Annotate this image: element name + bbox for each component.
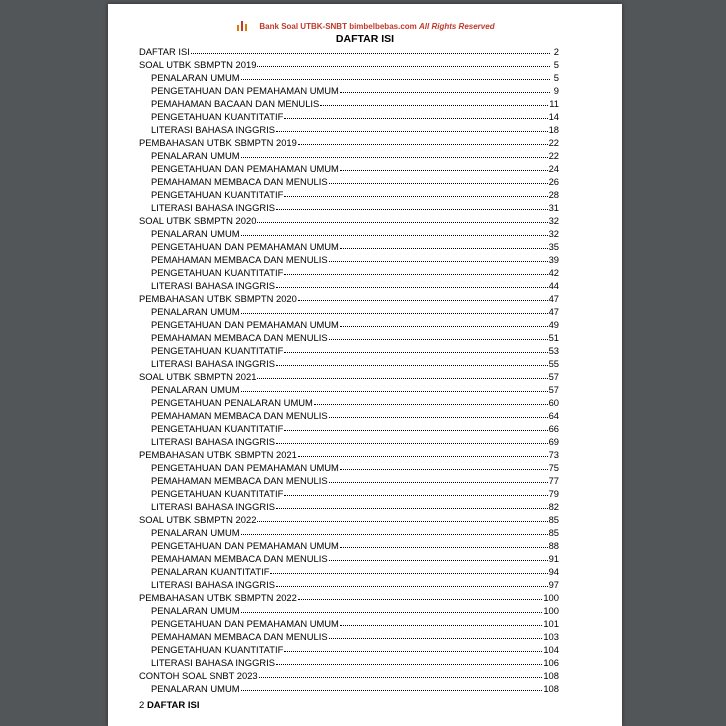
toc-entry-page: 85: [548, 514, 559, 525]
toc-entry-label: PENGETAHUAN KUANTITATIF: [151, 267, 284, 278]
dot-leader: [329, 408, 548, 418]
dot-leader: [259, 668, 543, 678]
toc-entry-page: 85: [548, 527, 559, 538]
toc-entry-page: 88: [548, 540, 559, 551]
dot-leader: [241, 226, 548, 236]
dot-leader: [329, 551, 548, 561]
toc-entry-label: PEMAHAMAN MEMBACA DAN MENULIS: [151, 332, 328, 343]
toc-entry-label: LITERASI BAHASA INGGRIS: [151, 501, 275, 512]
footer-section: DAFTAR ISI: [146, 700, 200, 711]
toc-entry-page: 47: [548, 293, 559, 304]
dot-leader: [276, 499, 548, 509]
dot-leader: [340, 317, 548, 327]
toc-entry-label: PEMBAHASAN UTBK SBMPTN 2022: [139, 592, 297, 603]
toc-entry-page: 49: [548, 319, 559, 330]
toc-entry-label: PENALARAN UMUM: [151, 150, 240, 161]
toc-entry-label: PENGETAHUAN KUANTITATIF: [151, 488, 284, 499]
toc-entry-page: 31: [548, 202, 559, 213]
dot-leader: [340, 616, 542, 626]
toc-entry-page: 91: [548, 553, 559, 564]
dot-leader: [241, 525, 548, 535]
toc-entry-page: 53: [548, 345, 559, 356]
toc-entry-page: 44: [548, 280, 559, 291]
toc-entry-label: DAFTAR ISI: [139, 46, 190, 57]
dot-leader: [276, 434, 548, 444]
toc-entry-page: 100: [543, 605, 559, 616]
toc-entry-page: 77: [548, 475, 559, 486]
dot-leader: [276, 577, 548, 587]
rights-text: All Rights Reserved: [419, 21, 495, 31]
dot-leader: [329, 330, 548, 340]
toc-entry-label: PEMAHAMAN MEMBACA DAN MENULIS: [151, 631, 328, 642]
toc-entry-page: 28: [548, 189, 559, 200]
dot-leader: [241, 603, 543, 613]
dot-leader: [276, 655, 542, 665]
toc-entry-label: PENALARAN UMUM: [151, 72, 240, 83]
toc-entry-label: LITERASI BAHASA INGGRIS: [151, 358, 275, 369]
toc-entry-label: PENGETAHUAN PENALARAN UMUM: [151, 397, 313, 408]
page-footer: [139, 700, 200, 711]
header-text: Bank Soal UTBK-SNBT bimbelbebas.com All Rights Reserved: [259, 21, 495, 31]
dot-leader: [284, 486, 547, 496]
toc-entry-page: 51: [548, 332, 559, 343]
toc-entry-label: PENALARAN KUANTITATIF: [151, 566, 270, 577]
dot-leader: [340, 538, 548, 548]
dot-leader: [284, 265, 547, 275]
toc-entry-page: 22: [548, 150, 559, 161]
dot-leader: [340, 239, 548, 249]
toc-entry-label: PENALARAN UMUM: [151, 228, 240, 239]
toc-title: DAFTAR ISI: [335, 33, 395, 45]
toc-entry-label: PENGETAHUAN DAN PEMAHAMAN UMUM: [151, 241, 339, 252]
dot-leader: [241, 382, 548, 392]
toc-entry-page: 55: [548, 358, 559, 369]
dot-leader: [340, 83, 550, 93]
toc-entry-label: PENALARAN UMUM: [151, 527, 240, 538]
toc-entry-page: 18: [548, 124, 559, 135]
toc-entry-page: 79: [548, 488, 559, 499]
dot-leader: [329, 174, 548, 184]
footer-page-number: 2: [139, 700, 145, 711]
toc-entry-label: PENALARAN UMUM: [151, 306, 240, 317]
toc-entry-page: 39: [548, 254, 559, 265]
dot-leader: [298, 291, 548, 301]
dot-leader: [276, 122, 548, 132]
dot-leader: [284, 642, 542, 652]
toc-entry-page: 73: [548, 449, 559, 460]
table-of-contents: [139, 45, 559, 695]
toc-entry[interactable]: [139, 682, 559, 695]
toc-entry-label: PENGETAHUAN DAN PEMAHAMAN UMUM: [151, 319, 339, 330]
toc-entry-label: SOAL UTBK SBMPTN 2019: [139, 59, 257, 70]
dot-leader: [241, 681, 543, 691]
toc-entry-label: PEMAHAMAN MEMBACA DAN MENULIS: [151, 254, 328, 265]
toc-entry-label: PENALARAN UMUM: [151, 683, 240, 694]
toc-entry-page: 94: [548, 566, 559, 577]
toc-entry-page: 108: [543, 670, 559, 681]
toc-entry-label: SOAL UTBK SBMPTN 2021: [139, 371, 257, 382]
toc-entry-page: 101: [543, 618, 559, 629]
toc-entry-label: PEMAHAMAN BACAAN DAN MENULIS: [151, 98, 320, 109]
toc-entry-label: PEMAHAMAN MEMBACA DAN MENULIS: [151, 176, 328, 187]
toc-entry-page: 9: [553, 85, 559, 96]
dot-leader: [257, 213, 547, 223]
bar-chart-logo-icon: [235, 19, 249, 33]
dot-leader: [284, 343, 547, 353]
dot-leader: [191, 44, 550, 54]
toc-entry-label: LITERASI BAHASA INGGRIS: [151, 124, 275, 135]
toc-entry-label: PENGETAHUAN DAN PEMAHAMAN UMUM: [151, 163, 339, 174]
dot-leader: [241, 70, 550, 80]
toc-entry-page: 11: [549, 98, 559, 109]
toc-entry-label: PENGETAHUAN DAN PEMAHAMAN UMUM: [151, 618, 339, 629]
toc-entry-page: 32: [548, 228, 559, 239]
toc-entry-page: 66: [548, 423, 559, 434]
toc-entry-page: 104: [543, 644, 559, 655]
dot-leader: [320, 96, 548, 106]
document-page: [108, 4, 622, 726]
toc-entry-label: LITERASI BAHASA INGGRIS: [151, 280, 275, 291]
toc-entry-page: 35: [548, 241, 559, 252]
toc-entry-label: LITERASI BAHASA INGGRIS: [151, 657, 275, 668]
toc-entry-page: 5: [553, 59, 559, 70]
toc-entry-page: 26: [548, 176, 559, 187]
dot-leader: [270, 564, 547, 574]
toc-entry-label: PENGETAHUAN KUANTITATIF: [151, 189, 284, 200]
toc-entry-label: PEMBAHASAN UTBK SBMPTN 2020: [139, 293, 297, 304]
dot-leader: [241, 304, 548, 314]
toc-entry-page: 103: [543, 631, 559, 642]
dot-leader: [298, 447, 548, 457]
dot-leader: [284, 187, 547, 197]
dot-leader: [329, 629, 543, 639]
toc-entry-label: PEMAHAMAN MEMBACA DAN MENULIS: [151, 475, 328, 486]
dot-leader: [257, 369, 547, 379]
toc-entry-page: 24: [548, 163, 559, 174]
toc-entry-page: 100: [543, 592, 559, 603]
dot-leader: [284, 109, 547, 119]
toc-entry-label: PENGETAHUAN KUANTITATIF: [151, 644, 284, 655]
toc-entry-label: PENGETAHUAN DAN PEMAHAMAN UMUM: [151, 540, 339, 551]
toc-entry-page: 32: [548, 215, 559, 226]
dot-leader: [276, 278, 548, 288]
dot-leader: [314, 395, 548, 405]
dot-leader: [257, 512, 547, 522]
toc-entry-label: SOAL UTBK SBMPTN 2020: [139, 215, 257, 226]
toc-entry-label: CONTOH SOAL SNBT 2023: [139, 670, 258, 681]
toc-entry-page: 106: [543, 657, 559, 668]
toc-entry-page: 47: [548, 306, 559, 317]
toc-entry-page: 14: [548, 111, 559, 122]
toc-entry-page: 5: [553, 72, 559, 83]
toc-entry-page: 82: [548, 501, 559, 512]
dot-leader: [340, 161, 548, 171]
toc-entry-page: 60: [548, 397, 559, 408]
toc-entry-label: PEMBAHASAN UTBK SBMPTN 2019: [139, 137, 297, 148]
toc-entry-label: LITERASI BAHASA INGGRIS: [151, 202, 275, 213]
toc-entry-label: PEMAHAMAN MEMBACA DAN MENULIS: [151, 410, 328, 421]
toc-entry-label: PENALARAN UMUM: [151, 384, 240, 395]
toc-entry-label: PENGETAHUAN DAN PEMAHAMAN UMUM: [151, 462, 339, 473]
toc-entry-page: 2: [553, 46, 559, 57]
toc-entry-page: 57: [548, 384, 559, 395]
toc-entry-page: 64: [548, 410, 559, 421]
toc-entry-label: PENGETAHUAN KUANTITATIF: [151, 423, 284, 434]
dot-leader: [329, 473, 548, 483]
toc-entry-label: PEMBAHASAN UTBK SBMPTN 2021: [139, 449, 297, 460]
dot-leader: [284, 421, 547, 431]
dot-leader: [241, 148, 548, 158]
toc-entry-page: 75: [548, 462, 559, 473]
toc-entry-page: 57: [548, 371, 559, 382]
toc-entry-label: PEMAHAMAN MEMBACA DAN MENULIS: [151, 553, 328, 564]
dot-leader: [298, 590, 542, 600]
toc-entry-page: 97: [548, 579, 559, 590]
dot-leader: [329, 252, 548, 262]
toc-entry-label: LITERASI BAHASA INGGRIS: [151, 579, 275, 590]
toc-entry-label: SOAL UTBK SBMPTN 2022: [139, 514, 257, 525]
toc-entry-label: PENGETAHUAN KUANTITATIF: [151, 345, 284, 356]
toc-entry-label: LITERASI BAHASA INGGRIS: [151, 436, 275, 447]
toc-entry-page: 108: [543, 683, 559, 694]
toc-entry-label: PENGETAHUAN DAN PEMAHAMAN UMUM: [151, 85, 339, 96]
dot-leader: [298, 135, 548, 145]
toc-entry-page: 22: [548, 137, 559, 148]
toc-entry-page: 42: [548, 267, 559, 278]
toc-entry-label: PENALARAN UMUM: [151, 605, 240, 616]
dot-leader: [257, 57, 550, 67]
dot-leader: [340, 460, 548, 470]
toc-entry-label: PENGETAHUAN KUANTITATIF: [151, 111, 284, 122]
toc-entry-page: 69: [548, 436, 559, 447]
dot-leader: [276, 200, 548, 210]
dot-leader: [276, 356, 548, 366]
